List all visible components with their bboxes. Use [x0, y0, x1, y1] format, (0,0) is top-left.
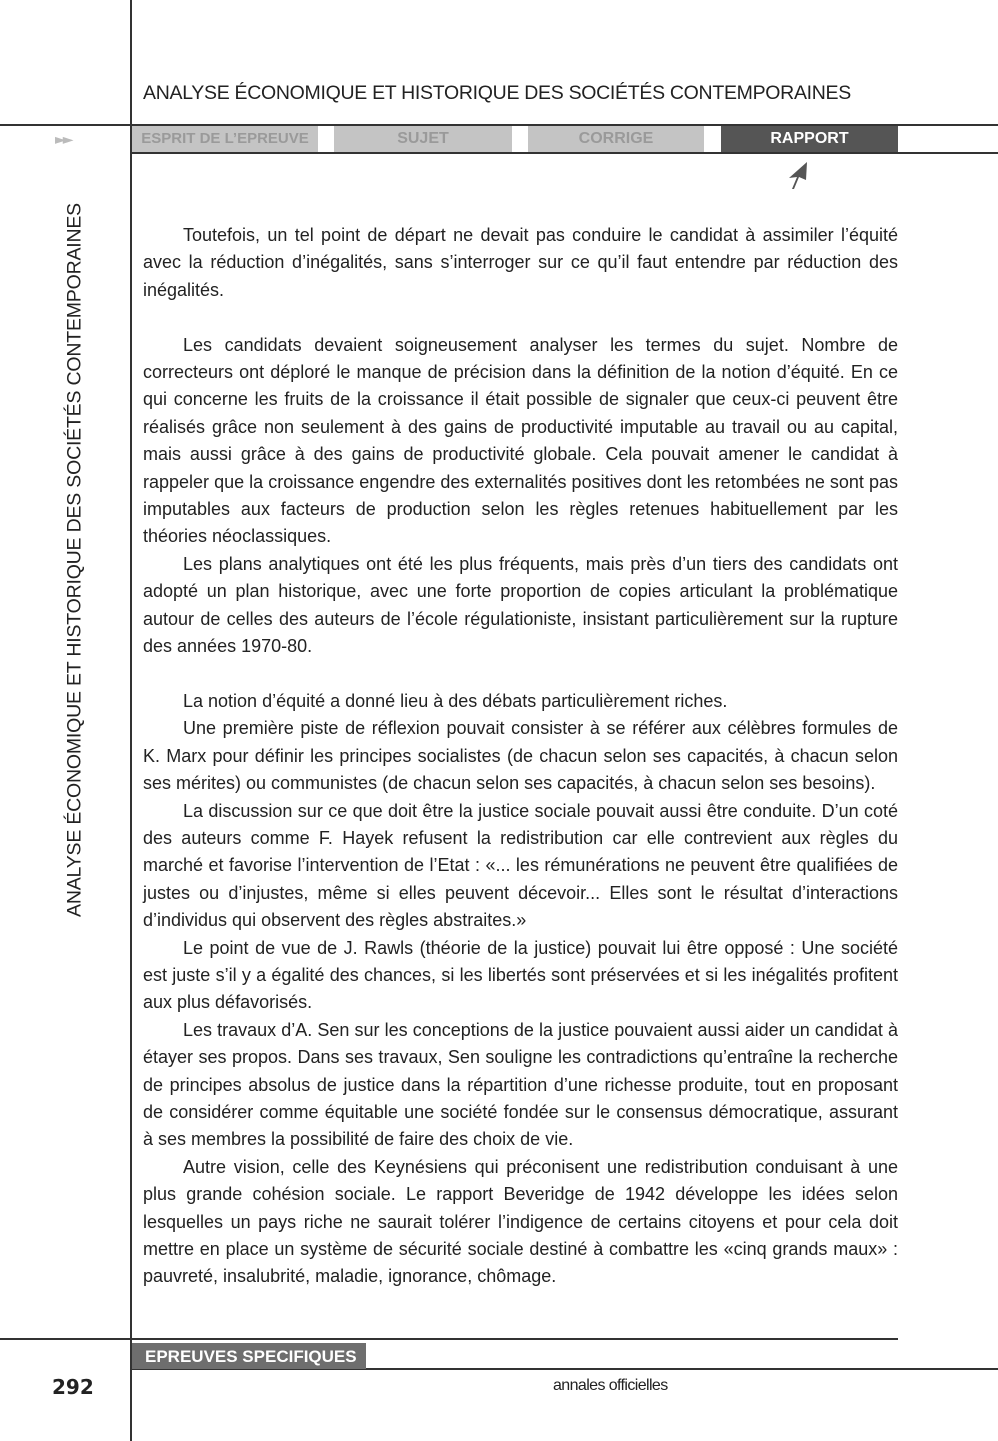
paragraph: Une première piste de réflexion pouvait consister à se référer aux célèbres formules de K. Marx pour définir les principes socialistes (de chacun selon ses capacités, à chacun selon ses mérites) ou communistes (de chacun selon ses capacités, à chacun selon ses besoins).: [143, 718, 898, 794]
header-rule-bottom: [132, 152, 998, 154]
sidebar-title: ANALYSE ÉCONOMIQUE ET HISTORIQUE DES SOCIÉTÉS CONTEMPORAINES: [63, 203, 86, 917]
footer-rule-top: [0, 1338, 898, 1340]
vertical-rule: [130, 0, 132, 1441]
tab-corrige[interactable]: CORRIGE: [528, 126, 704, 152]
tab-esprit-de-l-epreuve[interactable]: ESPRIT DE L’EPREUVE: [132, 126, 318, 152]
paragraph: Le point de vue de J. Rawls (théorie de la justice) pouvait lui être opposé : Une société est juste s’il y a égalité des chances, si les libertés sont préservées et si les inégalités profitent aux plus défavorisés.: [143, 937, 898, 1013]
paragraph: Les candidats devaient soigneusement analyser les termes du sujet. Nombre de correcteurs ont déploré le manque de précision dans la définition de la notion d’équité. En ce qui concerne les fruits de la croissance il était possible de signaler que ceux-ci peuvent être réalisés grâce non seulement à des gains de productivité imputable au travail ou au capital, mais aussi grâce à des gains de productivité globale. Cela pouvait amener le candidat à rappeler que la croissance engendre des externalités positives dont les retombées ne sont pas imputables aux facteurs de production selon les règles retenues habituellement par les théories néoclassiques.: [143, 334, 898, 547]
section-label: EPREUVES SPECIFIQUES: [132, 1343, 366, 1369]
page-number: 292: [52, 1375, 94, 1399]
paragraph: Les travaux d’A. Sen sur les conceptions de la justice pouvaient aussi aider un candidat à étayer ses propos. Dans ses travaux, Sen souligne les contradictions qu’entraîne la recherche de principes absolus de justice dans la répartition d’une richesse produite, tout en proposant de considérer comme équitable une société fondée sur le consensus démocratique, assurant à ses membres la possibilité de faire des choix de vie.: [143, 1019, 898, 1150]
page-title: ANALYSE ÉCONOMIQUE ET HISTORIQUE DES SOCIÉTÉS CONTEMPORAINES: [143, 82, 851, 104]
pointer-arrow-icon: [787, 160, 811, 190]
paragraph: Toutefois, un tel point de départ ne devait pas conduire le candidat à assimiler l’équité avec la réduction d’inégalités, sans s’interroger sur ce qu’il faut entendre par réduction des inégalités.: [143, 225, 898, 300]
paragraph: Les plans analytiques ont été les plus fréquents, mais près d’un tiers des candidats ont adopté un plan historique, avec une forte proportion de copies articulant la problématique autour de celles des auteurs de l’école régulationiste, insistant particulièrement sur la rupture des années 1970-80.: [143, 553, 898, 657]
paragraph: La discussion sur ce que doit être la justice sociale pouvait aussi être conduite. D’un coté des auteurs comme F. Hayek refusent la redistribution car elle contrevient aux règles du marché et favorise l’intervention de l’Etat : «... les rémunérations ne peuvent être qualifiées de justes ou d’injustes, même si elles peuvent décevoir... Elles sont le résultat d’interactions d’individus qui observent des règles abstraites.»: [143, 800, 898, 931]
report-body: [143, 222, 898, 1291]
tab-sujet[interactable]: SUJET: [334, 126, 512, 152]
paragraph: La notion d’équité a donné lieu à des débats particulièrement riches.: [183, 690, 728, 711]
tab-rapport[interactable]: RAPPORT: [721, 126, 898, 152]
paragraph: Autre vision, celle des Keynésiens qui préconisent une redistribution conduisant à une plus grande cohésion sociale. Le rapport Beveridge de 1942 développe les idées selon lesquelles un pays riche ne saurait tolérer l’indigence de certains citoyens et pour cela doit mettre en place un système de sécurité sociale destiné à combattre les «cinq grands maux» : pauvreté, insalubrité, maladie, ignorance, chômage.: [143, 1156, 898, 1287]
publication-name: annales officielles: [553, 1377, 668, 1394]
double-arrow-icon: ►►: [55, 132, 71, 148]
